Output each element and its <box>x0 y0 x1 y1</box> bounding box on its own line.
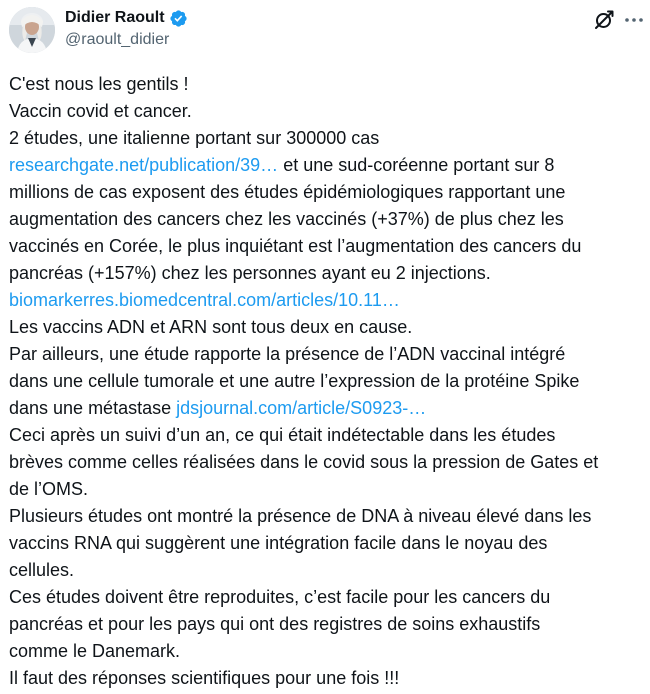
tweet-text-segment: pancréas et pour les pays qui ont des registres de soins exhaustifs <box>9 614 541 634</box>
tweet-line <box>9 665 644 692</box>
more-options-icon[interactable] <box>622 8 646 32</box>
tweet-line <box>9 530 644 557</box>
tweet-line <box>9 611 644 638</box>
tweet-line <box>9 71 644 98</box>
tweet-line <box>9 422 644 449</box>
tweet-text-segment: Il faut des réponses scientifiques pour une fois !!! <box>9 668 400 688</box>
tweet-link[interactable]: biomarkerres.biomedcentral.com/articles/10.11… <box>9 290 400 310</box>
tweet-line <box>9 476 644 503</box>
tweet-line <box>9 125 644 152</box>
tweet-text-segment: dans une métastase <box>9 398 177 418</box>
tweet-line <box>9 341 644 368</box>
tweet-text-segment: augmentation des cancers chez les vaccinés (+37%) de plus chez les <box>9 209 564 229</box>
tweet-line <box>9 260 644 287</box>
tweet-text-segment: de l’OMS. <box>9 479 89 499</box>
tweet-line <box>9 368 644 395</box>
tweet-line <box>9 314 644 341</box>
tweet-link[interactable]: jdsjournal.com/article/S0923-… <box>176 398 427 418</box>
tweet-text-segment: vaccins RNA qui suggèrent une intégration facile dans le noyau des <box>9 533 548 553</box>
tweet-text-segment: millions de cas exposent des études épidémiologiques rapportant une <box>9 182 566 202</box>
tweet-text-segment: Les vaccins ADN et ARN sont tous deux en cause. <box>9 317 413 337</box>
author-handle[interactable]: @raoult_didier <box>65 31 170 48</box>
tweet-line <box>9 584 644 611</box>
tweet-link[interactable]: researchgate.net/publication/39… <box>9 155 279 175</box>
tweet-line <box>9 449 644 476</box>
tweet-line <box>9 98 644 125</box>
tweet-line <box>9 206 644 233</box>
tweet-line <box>9 638 644 665</box>
avatar[interactable] <box>9 7 55 53</box>
tweet-line <box>9 503 644 530</box>
tweet-text-segment: brèves comme celles réalisées dans le covid sous la pression de Gates et <box>9 452 599 472</box>
verified-badge-icon[interactable] <box>169 9 188 28</box>
author-name-row[interactable] <box>65 7 188 29</box>
tweet-text-segment: cellules. <box>9 560 75 580</box>
tweet-text-segment: Plusieurs études ont montré la présence de DNA à niveau élevé dans les <box>9 506 592 526</box>
tweet-text-segment: Ces études doivent être reproduites, c’est facile pour les cancers du <box>9 587 551 607</box>
tweet-text-segment: pancréas (+157%) chez les personnes ayant eu 2 injections. <box>9 263 491 283</box>
tweet-text-segment: 2 études, une italienne portant sur 300000 cas <box>9 128 380 148</box>
tweet-text-segment: Ceci après un suivi d’un an, ce qui était indétectable dans les études <box>9 425 556 445</box>
tweet-text-segment: Vaccin covid et cancer. <box>9 101 192 121</box>
tweet-text-segment: Par ailleurs, une étude rapporte la présence de l’ADN vaccinal intégré <box>9 344 566 364</box>
author-name[interactable]: Didier Raoult <box>65 9 165 26</box>
tweet-text-segment: C'est nous les gentils ! <box>9 74 189 94</box>
tweet-line <box>9 395 644 422</box>
tweet-line <box>9 179 644 206</box>
grok-icon[interactable] <box>592 8 616 32</box>
tweet-line <box>9 152 644 179</box>
tweet-text-segment: vaccinés en Corée, le plus inquiétant est l’augmentation des cancers du <box>9 236 582 256</box>
tweet-line <box>9 233 644 260</box>
tweet-text <box>9 71 644 692</box>
tweet-line <box>9 557 644 584</box>
tweet-text-segment: dans une cellule tumorale et une autre l’expression de la protéine Spike <box>9 371 580 391</box>
tweet-text-segment: comme le Danemark. <box>9 641 181 661</box>
tweet-text-segment: et une sud-coréenne portant sur 8 <box>278 155 555 175</box>
tweet-line <box>9 287 644 314</box>
avatar-portrait-icon <box>9 7 55 53</box>
